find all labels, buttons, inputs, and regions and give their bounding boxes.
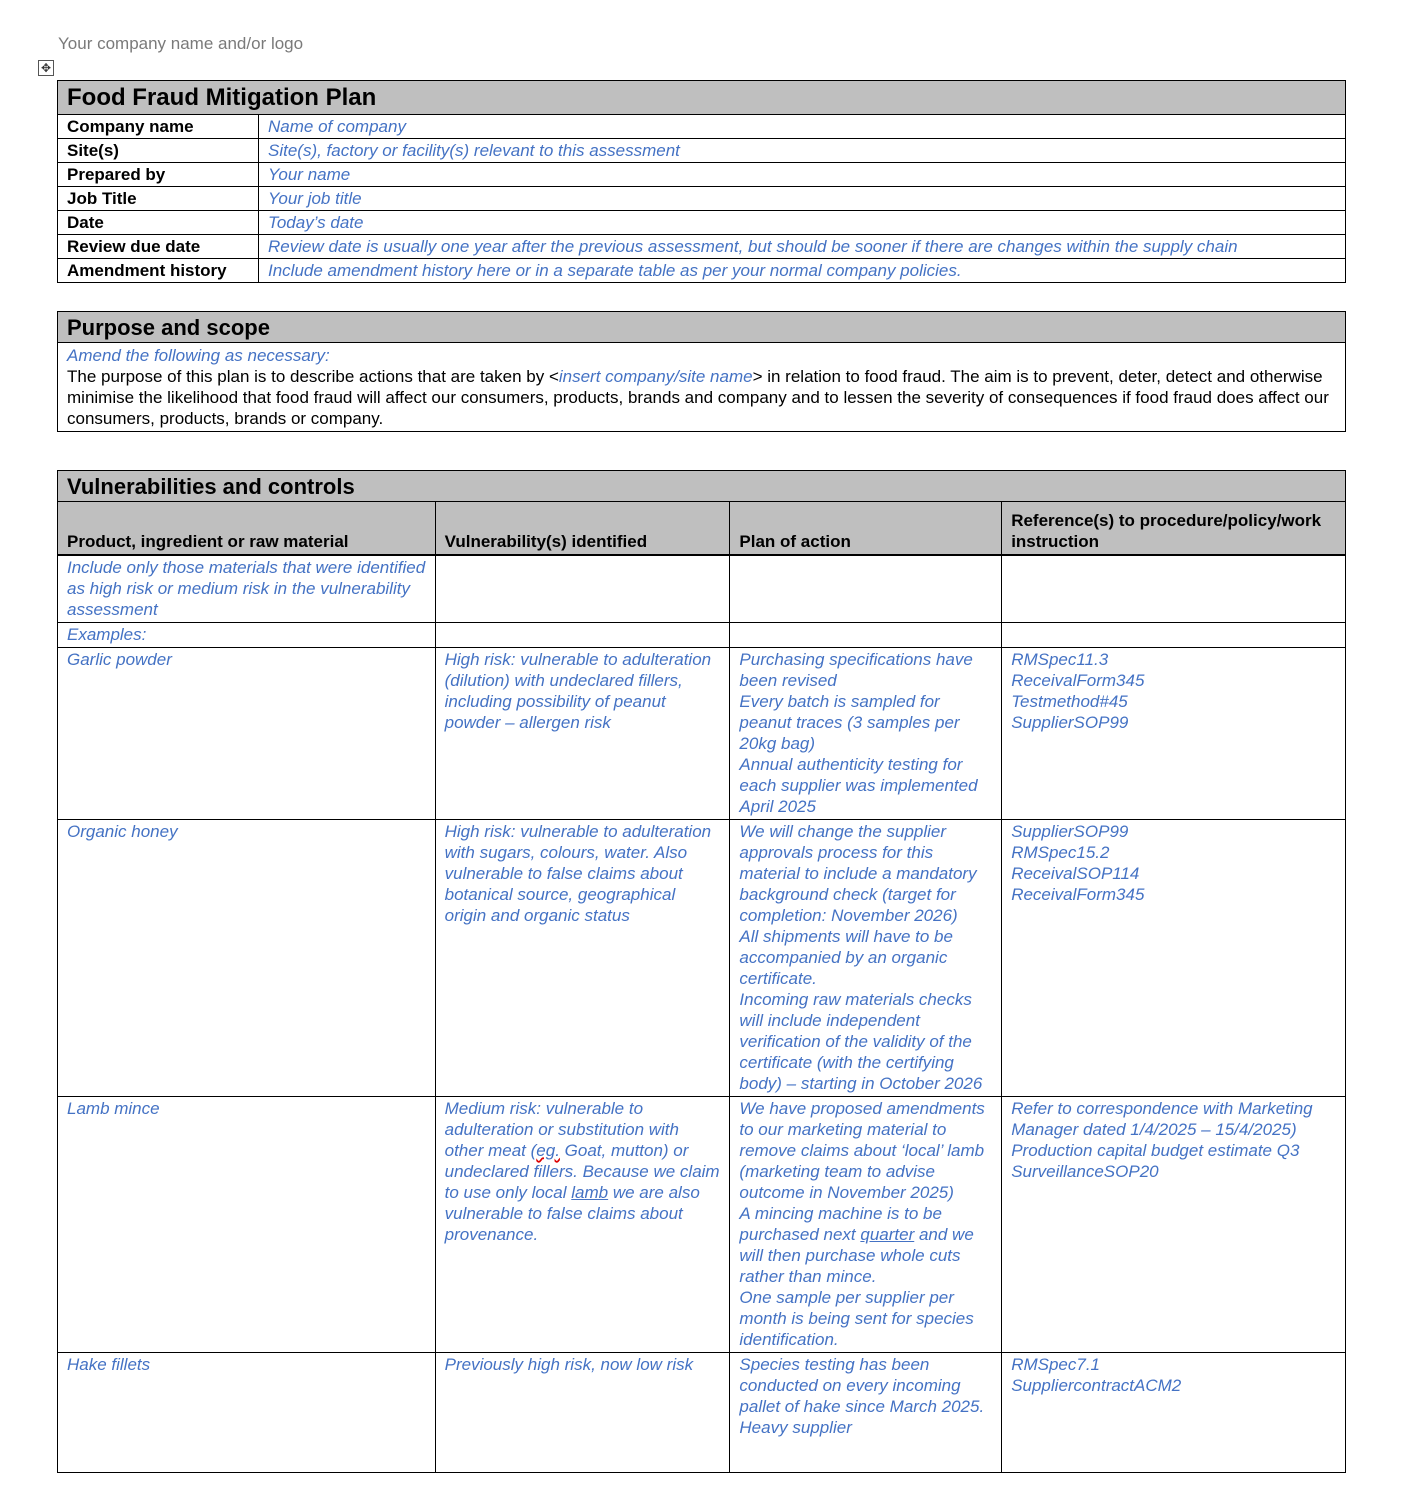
vulnerabilities-title: Vulnerabilities and controls <box>58 471 1346 502</box>
info-value-sites[interactable]: Site(s), factory or facility(s) relevant to this assessment <box>259 139 1346 163</box>
grammar-flag-quarter[interactable]: quarter <box>860 1225 915 1244</box>
purpose-instruction: Amend the following as necessary: <box>67 346 330 365</box>
empty-cell[interactable] <box>435 623 730 648</box>
plan-cell[interactable] <box>730 1097 1002 1353</box>
examples-label[interactable]: Examples: <box>58 623 436 648</box>
empty-cell[interactable] <box>730 555 1002 623</box>
material-cell[interactable]: Organic honey <box>58 820 436 1097</box>
table-move-handle-icon[interactable]: ✥ <box>38 60 54 76</box>
reference-line: RMSpec11.3 <box>1011 650 1109 669</box>
vuln-text: we are also vulnerable to false claims about provenance. <box>444 1183 700 1244</box>
plan-info-table <box>57 80 1346 283</box>
reference-line: Production capital budget estimate Q3 <box>1011 1141 1300 1160</box>
reference-line: RMSpec15.2 <box>1011 843 1110 862</box>
info-label: Job Title <box>58 187 259 211</box>
material-cell[interactable]: Hake fillets <box>58 1353 436 1473</box>
plan-cell[interactable] <box>730 648 1002 820</box>
vulnerability-cell[interactable]: High risk: vulnerable to adulteration with sugars, colours, water. Also vulnerable to false claims about botanical source, geographical origin and organic status <box>435 820 730 1097</box>
reference-line: SuppliercontractACM2 <box>1011 1376 1182 1395</box>
vulnerability-cell[interactable]: High risk: vulnerable to adulteration (dilution) with undeclared fillers, including possibility of peanut powder – allergen risk <box>435 648 730 820</box>
info-label: Amendment history <box>58 259 259 283</box>
empty-cell[interactable] <box>1002 555 1346 623</box>
material-cell[interactable]: Garlic powder <box>58 648 436 820</box>
empty-cell[interactable] <box>730 623 1002 648</box>
table-row-hake-fillets <box>58 1353 1346 1473</box>
reference-line: ReceivalSOP114 <box>1011 864 1140 883</box>
purpose-body[interactable] <box>58 343 1346 432</box>
plan-cell[interactable] <box>730 820 1002 1097</box>
vulnerability-cell[interactable] <box>435 1097 730 1353</box>
purpose-title: Purpose and scope <box>58 312 1346 343</box>
plan-line: One sample per supplier per month is being sent for species identification. <box>739 1288 974 1349</box>
info-row-date <box>58 211 1346 235</box>
reference-line: SurveillanceSOP20 <box>1011 1162 1159 1181</box>
col-header-material: Product, ingredient or raw material <box>58 502 436 556</box>
info-row-amendment-history <box>58 259 1346 283</box>
plan-line: Purchasing specifications have been revised <box>739 650 973 690</box>
grammar-flag-lamb[interactable]: lamb <box>571 1183 609 1202</box>
info-row-review-due-date <box>58 235 1346 259</box>
info-label: Review due date <box>58 235 259 259</box>
vulnerabilities-table <box>57 470 1346 1473</box>
purpose-scope-table <box>57 311 1346 432</box>
table-row-lamb-mince <box>58 1097 1346 1353</box>
vuln-text: Medium risk: vulnerable to adulteration or substitution with other meat ( <box>444 1099 679 1160</box>
vuln-text: Goat, mutton) or undeclared fillers. Because we claim to use only local <box>444 1141 720 1202</box>
plan-title: Food Fraud Mitigation Plan <box>58 81 1346 115</box>
reference-line: ReceivalForm345 <box>1011 885 1145 904</box>
plan-line: Annual authenticity testing for each supplier was implemented April 2025 <box>739 755 978 816</box>
col-header-plan: Plan of action <box>730 502 1002 556</box>
plan-line: We will change the supplier approvals process for this material to include a mandatory background check (target for completion: November 2026) <box>739 822 977 925</box>
empty-cell[interactable] <box>435 555 730 623</box>
info-value-job-title[interactable]: Your job title <box>259 187 1346 211</box>
info-label: Site(s) <box>58 139 259 163</box>
reference-cell[interactable] <box>1002 1353 1346 1473</box>
info-row-prepared-by <box>58 163 1346 187</box>
info-label: Prepared by <box>58 163 259 187</box>
table-row-garlic-powder <box>58 648 1346 820</box>
reference-line: SupplierSOP99 <box>1011 713 1129 732</box>
plan-line: Every batch is sampled for peanut traces (3 samples per 20kg bag) <box>739 692 960 753</box>
reference-cell[interactable] <box>1002 1097 1346 1353</box>
purpose-text-before: The purpose of this plan is to describe actions that are taken by < <box>67 367 559 386</box>
purpose-text-after: > in relation to food fraud. The aim is to prevent, deter, detect and otherwise minimise the likelihood that food fraud will affect our consumers, products, brands and company and to lessen the severity of consequences if food fraud does affect our consumers, products, brands or company. <box>67 367 1329 428</box>
reference-line: Testmethod#45 <box>1011 692 1128 711</box>
reference-line: ReceivalForm345 <box>1011 671 1145 690</box>
plan-line: Incoming raw materials checks will include independent verification of the validity of the certificate (with the certifying body) – starting in October 2026 <box>739 990 983 1093</box>
info-value-company-name[interactable]: Name of company <box>259 115 1346 139</box>
info-row-job-title <box>58 187 1346 211</box>
info-value-amendment-history[interactable]: Include amendment history here or in a separate table as per your normal company policies. <box>259 259 1346 283</box>
table-row-organic-honey <box>58 820 1346 1097</box>
col-header-vulnerability: Vulnerability(s) identified <box>435 502 730 556</box>
plan-text: A mincing machine is to be purchased next <box>739 1204 942 1244</box>
intro-note[interactable]: Include only those materials that were identified as high risk or medium risk in the vulnerability assessment <box>58 555 436 623</box>
column-header-row <box>58 502 1346 556</box>
reference-line: SupplierSOP99 <box>1011 822 1129 841</box>
spelling-flag-eg[interactable]: eg. <box>536 1141 560 1160</box>
purpose-placeholder: insert company/site name <box>558 367 753 386</box>
reference-line: Refer to correspondence with Marketing Manager dated 1/4/2025 – 15/4/2025) <box>1011 1099 1313 1139</box>
info-label: Company name <box>58 115 259 139</box>
company-logo-placeholder: Your company name and/or logo <box>58 34 304 53</box>
plan-cell[interactable]: Species testing has been conducted on every incoming pallet of hake since March 2025. Heavy supplier <box>730 1353 1002 1473</box>
material-cell[interactable]: Lamb mince <box>58 1097 436 1353</box>
plan-line <box>739 1203 992 1287</box>
table-row <box>58 623 1346 648</box>
info-value-prepared-by[interactable]: Your name <box>259 163 1346 187</box>
info-row-sites <box>58 139 1346 163</box>
reference-line: RMSpec7.1 <box>1011 1355 1101 1374</box>
plan-line: All shipments will have to be accompanied by an organic certificate. <box>739 927 953 988</box>
reference-cell[interactable] <box>1002 820 1346 1097</box>
plan-line: We have proposed amendments to our marketing material to remove claims about ‘local’ lamb (marketing team to advise outcome in November 2025) <box>739 1099 985 1202</box>
info-value-review-due-date[interactable]: Review date is usually one year after the previous assessment, but should be sooner if there are changes within the supply chain <box>259 235 1346 259</box>
col-header-references: Reference(s) to procedure/policy/work instruction <box>1002 502 1346 556</box>
info-value-date[interactable]: Today’s date <box>259 211 1346 235</box>
info-label: Date <box>58 211 259 235</box>
plan-text: and we will then purchase whole cuts rather than mince. <box>739 1225 974 1286</box>
info-row-company-name <box>58 115 1346 139</box>
reference-cell[interactable] <box>1002 648 1346 820</box>
empty-cell[interactable] <box>1002 623 1346 648</box>
table-row <box>58 555 1346 623</box>
vulnerability-cell[interactable]: Previously high risk, now low risk <box>435 1353 730 1473</box>
